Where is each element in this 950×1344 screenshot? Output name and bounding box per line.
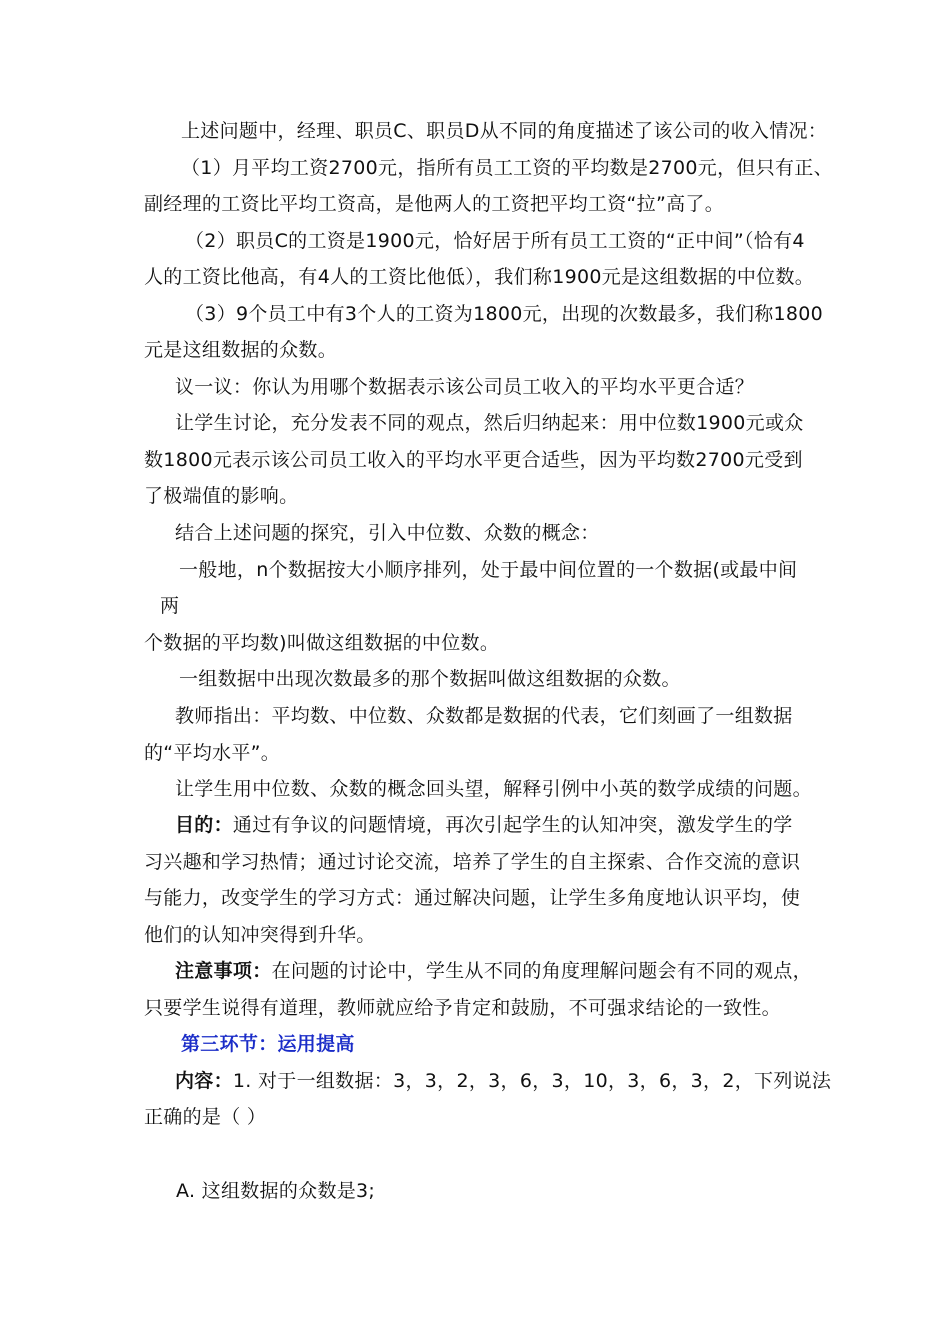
notes-line-2: 只要学生说得有道理，教师就应给予肯定和鼓励，不可强求结论的一致性。 <box>144 997 781 1019</box>
purpose-line-1 <box>175 812 793 838</box>
content-line-2: 正确的是（ ） <box>144 1106 267 1128</box>
purpose-label: 目的： <box>175 814 233 836</box>
point-1-line-2: 副经理的工资比平均工资高，是他两人的工资把平均工资“拉”高了。 <box>144 193 724 215</box>
teacher-note-line-1: 教师指出：平均数、中位数、众数都是数据的代表，它们刻画了一组数据 <box>175 705 793 727</box>
notes-line-1 <box>175 958 812 984</box>
point-2-line-2: 人的工资比他高，有4人的工资比他低），我们称1900元是这组数据的中位数。 <box>144 266 815 288</box>
point-3-line-1: （3）9个员工中有3个人的工资为1800元，出现的次数最多，我们称1800 <box>185 303 824 325</box>
summary-line-2: 数1800元表示该公司员工收入的平均水平更合适些，因为平均数2700元受到 <box>144 449 803 471</box>
discussion-question: 议一议：你认为用哪个数据表示该公司员工收入的平均水平更合适？ <box>175 376 755 398</box>
purpose-line-2: 习兴趣和学习热情；通过讨论交流，培养了学生的自主探索、合作交流的意识 <box>144 851 801 873</box>
notes-label: 注意事项： <box>175 960 272 982</box>
review-instruction: 让学生用中位数、众数的概念回头望，解释引例中小英的数学成绩的问题。 <box>175 778 812 800</box>
mode-definition: 一组数据中出现次数最多的那个数据叫做这组数据的众数。 <box>179 668 681 690</box>
section-heading: 第三环节：运用提高 <box>181 1033 355 1055</box>
content-line-1 <box>175 1068 831 1094</box>
point-1-line-1: （1）月平均工资2700元，指所有员工工资的平均数是2700元，但只有正、 <box>181 157 833 179</box>
summary-line-1: 让学生讨论，充分发表不同的观点，然后归纳起来：用中位数1900元或众 <box>175 412 804 434</box>
median-definition-line-3: 个数据的平均数)叫做这组数据的中位数。 <box>144 632 500 654</box>
intro-paragraph: 上述问题中，经理、职员C、职员D从不同的角度描述了该公司的收入情况： <box>181 120 828 142</box>
option-a: A. 这组数据的众数是3; <box>176 1180 376 1202</box>
median-definition-line-2: 两 <box>160 595 180 617</box>
teacher-note-line-2: 的“平均水平”。 <box>144 742 281 764</box>
notes-text: 在问题的讨论中，学生从不同的角度理解问题会有不同的观点， <box>271 960 812 982</box>
purpose-text: 通过有争议的问题情境，再次引起学生的认知冲突，激发学生的学 <box>232 814 793 836</box>
point-3-line-2: 元是这组数据的众数。 <box>144 339 338 361</box>
concept-intro: 结合上述问题的探究，引入中位数、众数的概念： <box>175 522 600 544</box>
purpose-line-4: 他们的认知冲突得到升华。 <box>144 924 376 946</box>
purpose-line-3: 与能力，改变学生的学习方式：通过解决问题，让学生多角度地认识平均，使 <box>144 887 801 909</box>
content-question: 1. 对于一组数据：3，3，2，3，6，3，10，3，6，3，2，下列说法 <box>232 1070 832 1092</box>
content-label: 内容： <box>175 1070 233 1092</box>
summary-line-3: 了极端值的影响。 <box>144 485 299 507</box>
point-2-line-1: （2）职员C的工资是1900元，恰好居于所有员工工资的“正中间”（恰有4 <box>185 230 805 252</box>
median-definition-line-1: 一般地，n个数据按大小顺序排列，处于最中间位置的一个数据(或最中间 <box>179 559 798 581</box>
